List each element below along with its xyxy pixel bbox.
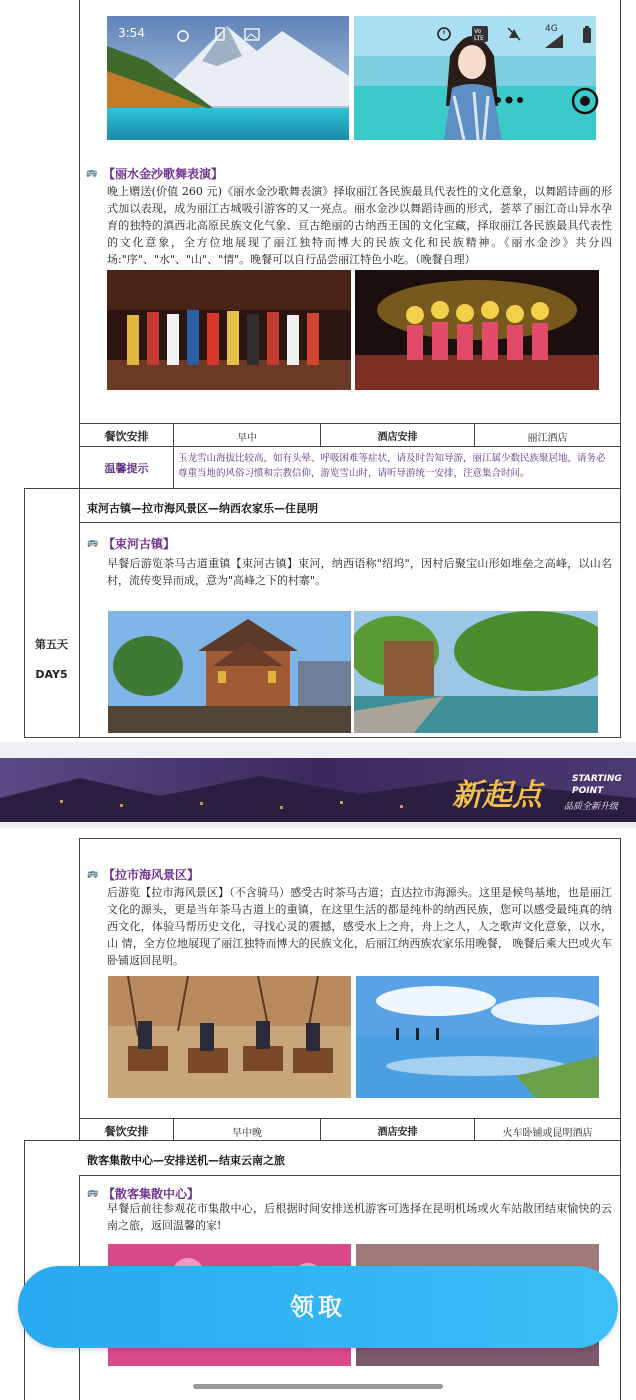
show-paragraph: 晚上赠送(价值 260 元)《丽水金沙歌舞表演》择取丽江各民族最具代表性的文化意象，以舞蹈诗画的形式加以表现，成为丽江古城吸引游客的又一亮点。丽水金沙以舞蹈诗画的形式，荟萃了丽江奇山异水孕育的独特的滇西北高原民族文化气象、亘古绝丽的古纳西王国的文化宝藏，择取丽江各民族最具代表性的文化意象，全方位地展现了丽江独特而博大的民族文化和民族精神。《丽水金沙》共分四场:"序"、"水"、"山"、"情"。晚餐可以自行品尝丽江特色小吃。（晚餐自理） [107,185,612,266]
banner-subtitle: 品质全新升级 [564,802,619,812]
day-cn: 第五天 [35,638,68,651]
alarm-icon [436,26,452,46]
hotel-label: 酒店安排 [377,1127,418,1138]
tips-label: 温馨提示 [104,462,149,475]
bus-icon: 🚌 [87,869,99,879]
banner-title: 新起点 [452,778,542,813]
table-border [24,737,620,738]
mute-icon [506,26,522,46]
table-border [80,1175,620,1176]
shuhe-town-photo-2 [354,611,598,733]
table-border [24,1140,25,1400]
meals-value: 早中 [237,433,257,444]
table-border [24,1140,620,1141]
wifi-icon [176,27,190,46]
table-border [80,522,620,523]
home-indicator[interactable] [193,1384,443,1389]
lashi-paragraph: 后游览【拉市海风景区】（不含骑马）感受古时茶马古道；直达拉市海源头。这里是候鸟基地，也是丽江文化的源头，更是当年茶马古道上的重镇，在这里生活的都是纯朴的纳西民族，您可以感受最纯真的纳西文化，体验马帮历史文化，寻找心灵的震撼，感受水上之舟，舟上之人，人之歌声文化意象，以水，山 情，全方位地展现了丽江独特而博大的民族文化，后丽江纳西族农家乐用晚餐， 晚餐后乘大巴或火车卧铺返回昆明。 [107,886,612,967]
bus-icon: 🚌 [86,168,98,178]
shuhe-town-photo-1 [108,611,351,733]
network-type: 4G [545,24,558,34]
day5-route: 束河古镇—拉市海风景区—纳西农家乐—住昆明 [87,502,318,515]
lashi-lake-photo [356,976,599,1098]
table-border [620,838,621,1400]
table-border [79,838,620,839]
hotel-value: 丽江酒店 [527,433,568,444]
table-border [24,488,25,738]
shuhe-paragraph: 早餐后游览茶马古道重镇【束河古镇】束河，纳西语称"绍坞"，因村后聚宝山形如堆垒之高峰，以山名村，流传变异而成，意为"高峰之下的村寨"。 [107,557,612,587]
svg-text:Vo: Vo [474,28,482,35]
day6-paragraph: 早餐后前往参观花市集散中心，后根据时间安排送机游客可选择在昆明机场或火车站散团结束愉快的云南之旅，返回温馨的家! [107,1202,612,1232]
status-time: 3:54 [118,26,145,40]
meals-label: 餐饮安排 [104,1125,149,1138]
show-title: 【丽水金沙歌舞表演】 [103,167,224,181]
lashi-title: 【拉市海风景区】 [103,868,200,882]
shuhe-title: 【束河古镇】 [103,537,176,551]
table-border [79,1118,620,1119]
table-border [79,446,620,447]
image-icon [244,26,260,45]
horse-riding-photo [108,976,351,1098]
table-border [620,0,621,738]
bus-icon: 🚌 [87,538,99,548]
day-en: DAY5 [35,668,68,681]
meals-label: 餐饮安排 [104,430,149,443]
battery-icon [215,26,225,45]
more-dots-icon[interactable] [490,88,530,112]
show-stage-photo-1 [107,270,351,390]
volte-icon [471,25,489,47]
table-border [24,488,620,489]
banner-en-line1: STARTING [572,774,622,784]
tips-value: 玉龙雪山海拔比较高，如有头晕、呼吸困难等症状，请及时告知导游，丽江属少数民族聚居地，请务必尊重当地的风俗习惯和宗教信仰，游览雪山时，请听导游统一安排，注意集合时间。 [178,453,606,479]
bus-icon: 🚌 [87,1188,99,1198]
meals-value: 早中晚 [232,1128,262,1139]
day6-title: 【散客集散中心】 [103,1187,200,1201]
show-stage-photo-2 [355,270,599,390]
day6-route: 散客集散中心—安排送机—结束云南之旅 [87,1154,285,1167]
target-icon[interactable] [570,86,600,116]
battery-level-icon [582,26,592,48]
svg-text:LTE: LTE [474,35,484,42]
table-border [79,423,620,424]
table-border [79,838,80,1140]
hotel-label: 酒店安排 [377,432,418,443]
banner-en-line2: POINT [572,786,604,796]
signal-icon [545,33,563,52]
claim-button[interactable]: 领取 [18,1266,618,1348]
table-border [79,0,80,738]
hotel-value: 火车卧铺或昆明酒店 [502,1128,593,1139]
